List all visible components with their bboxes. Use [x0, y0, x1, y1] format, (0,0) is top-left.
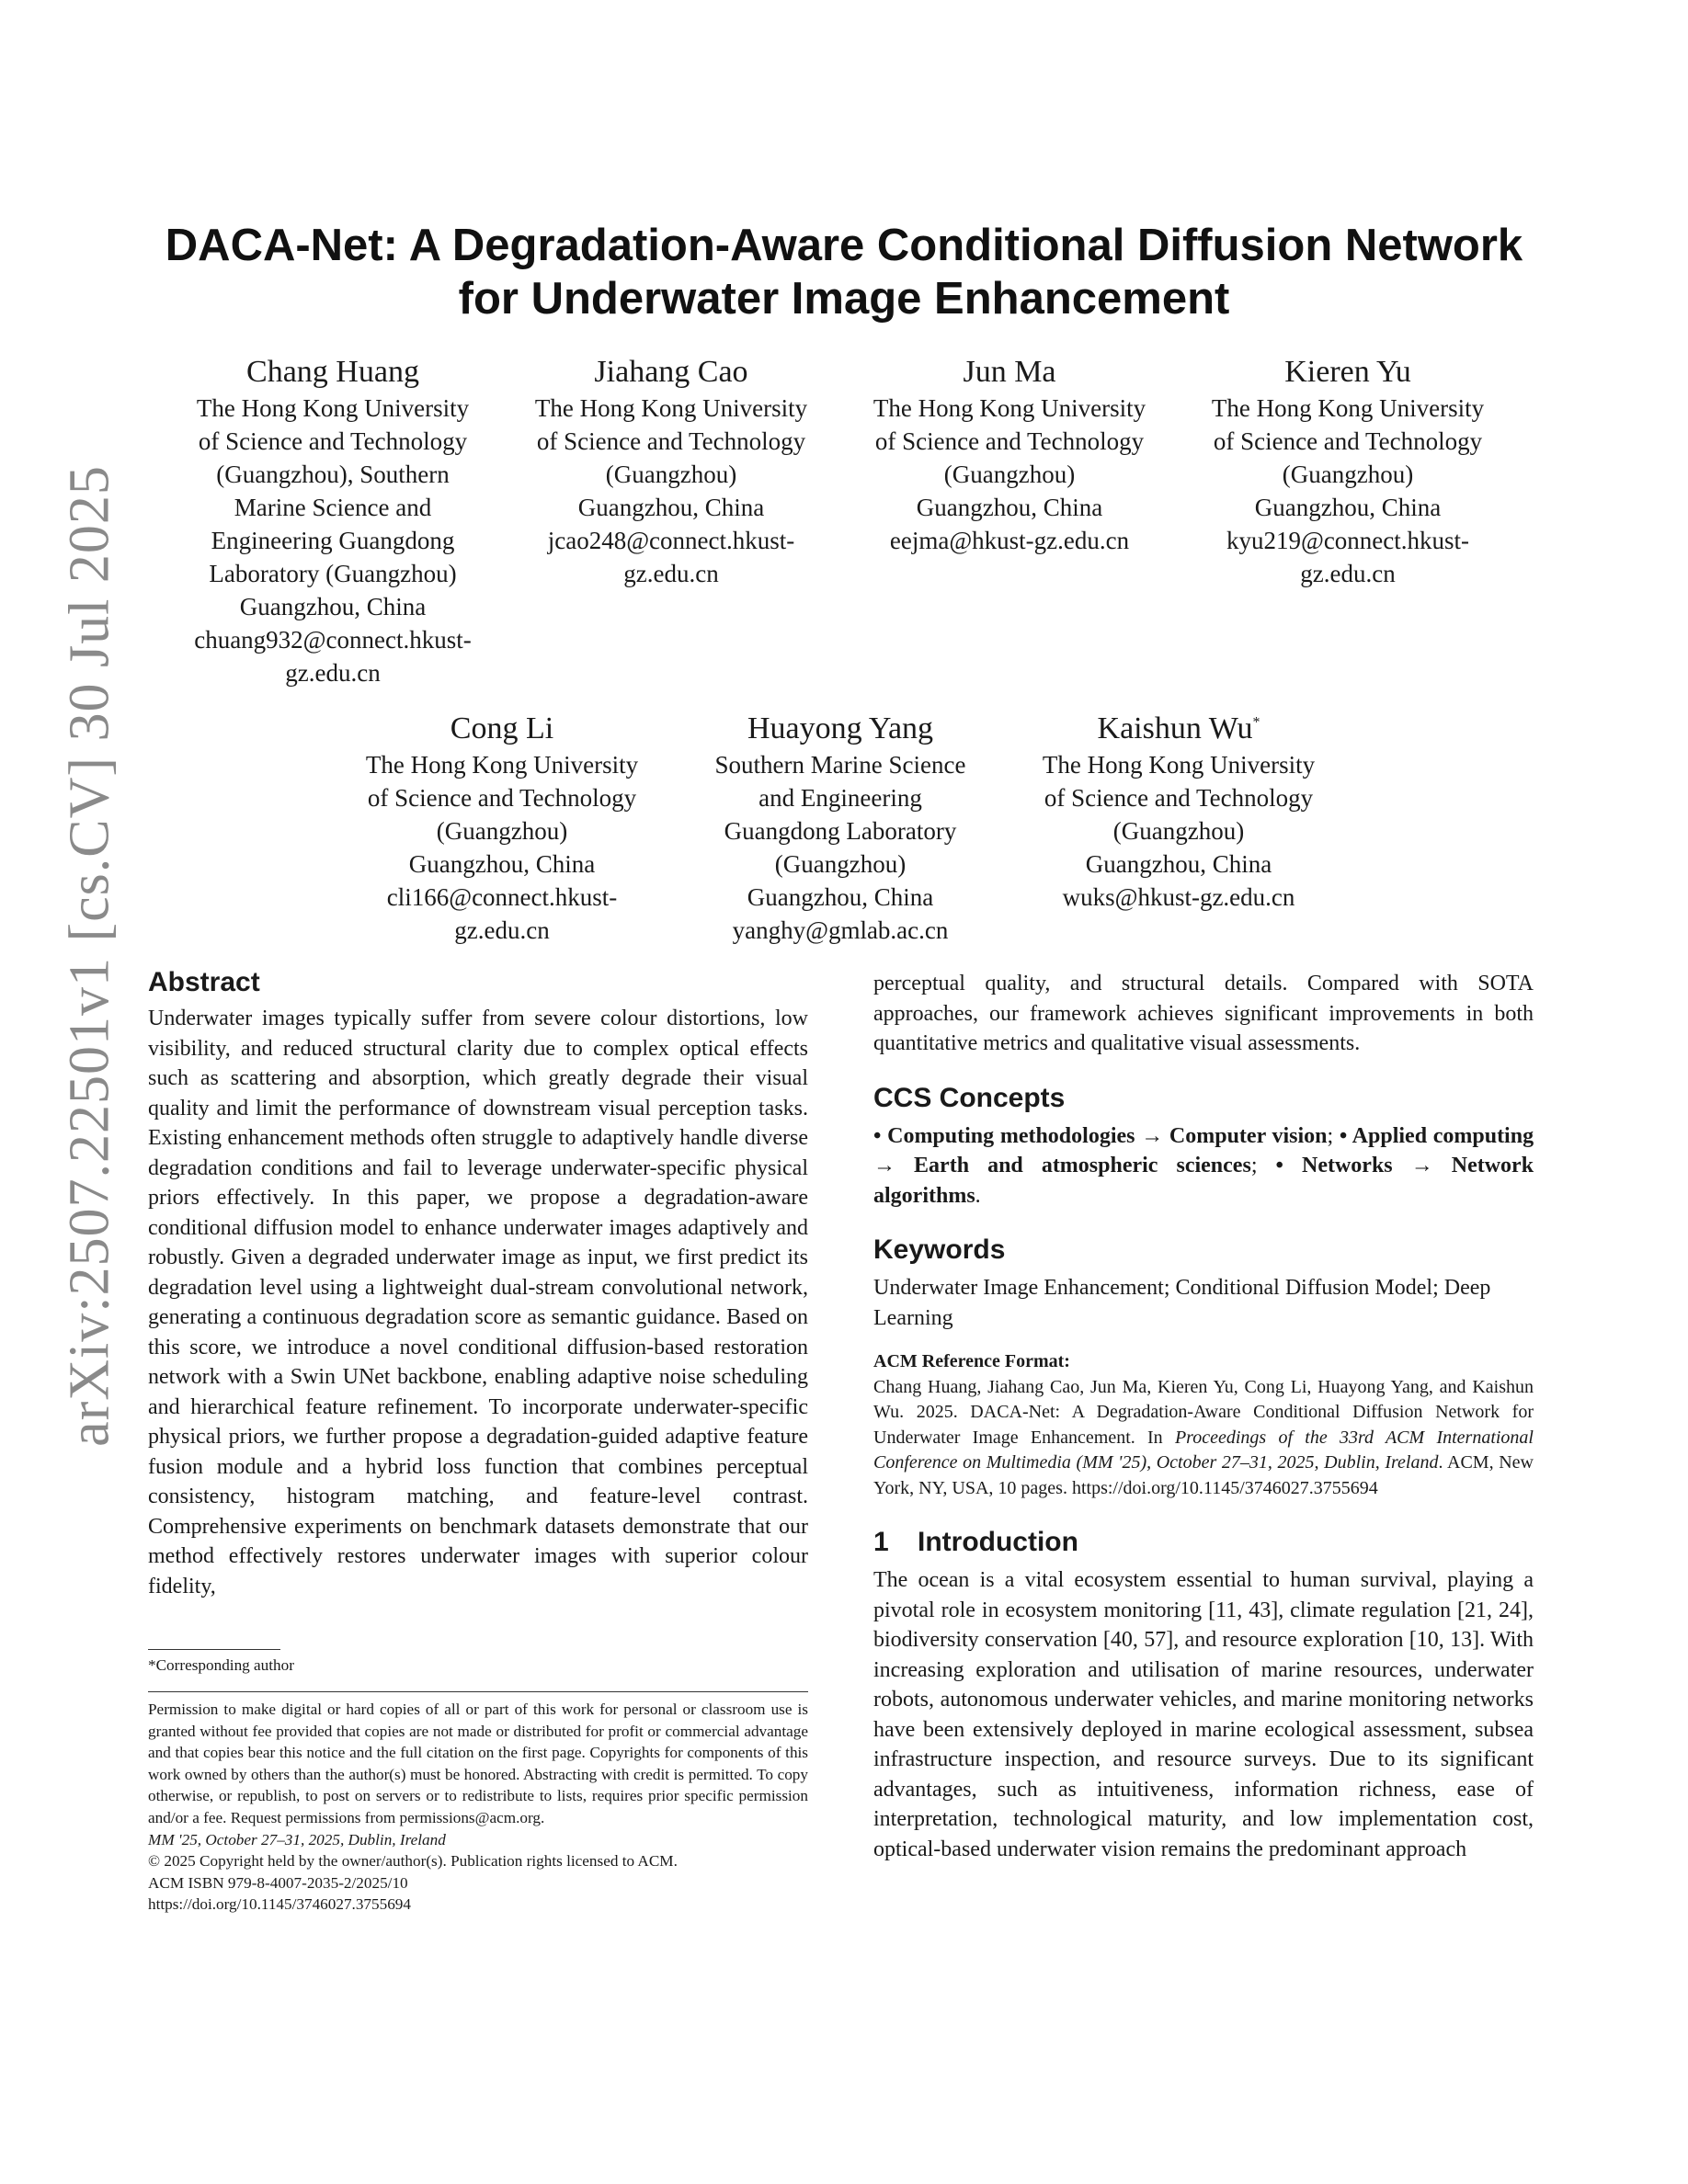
isbn-note: ACM ISBN 979-8-4007-2035-2/2025/10 — [148, 1873, 408, 1892]
author-location: Guangzhou, China — [1254, 494, 1442, 521]
ccs-heading: CCS Concepts — [873, 1082, 1066, 1113]
author-affiliation-line: The Hong Kong University — [1211, 394, 1485, 422]
author-affiliation-line: Engineering Guangdong — [211, 527, 455, 554]
author-name: Jiahang Cao — [594, 355, 748, 389]
author-block — [515, 353, 827, 590]
author-location: Guangzhou, China — [747, 883, 934, 911]
author-affiliation-line: (Guangzhou) — [943, 461, 1076, 488]
paper-title — [138, 219, 1550, 325]
title-line-2: for Underwater Image Enhancement — [458, 274, 1230, 324]
ccs-arrow: → — [1410, 1154, 1433, 1177]
acm-reference-text — [873, 1375, 1534, 1502]
keywords-heading: Keywords — [873, 1234, 1006, 1265]
corresponding-author-note: *Corresponding author — [148, 1656, 294, 1674]
author-block — [177, 353, 489, 689]
author-name: Chang Huang — [246, 355, 419, 389]
keywords-text: Underwater Image Enhancement; Conditional Diffusion Model; Deep Learning — [873, 1276, 1491, 1330]
introduction-heading — [873, 1525, 1534, 1560]
ccs-concept: Networks — [1301, 1154, 1393, 1177]
ccs-bullet: • — [873, 1123, 882, 1148]
reference-publisher: . ACM, New York, NY, USA, 10 pages. https://doi.org/10.1145/3746027.3755694 — [873, 1452, 1534, 1498]
author-affiliation-line: Marine Science and — [234, 494, 432, 521]
author-affiliation-line: The Hong Kong University — [873, 394, 1146, 422]
section-title: Introduction — [918, 1527, 1078, 1557]
abstract-continuation: perceptual quality, and structural details. Compared with SOTA approaches, our framework achieves significant improvements in both quantitative metrics and qualitative visual assessments. — [873, 972, 1534, 1055]
title-line-1: DACA-Net: A Degradation-Aware Conditional Diffusion Network — [165, 221, 1523, 270]
author-email: yanghy@gmlab.ac.cn — [732, 916, 949, 944]
section-number: 1 — [873, 1527, 889, 1557]
author-location: Guangzhou, China — [916, 494, 1103, 521]
author-email: gz.edu.cn — [623, 560, 719, 587]
abstract-section — [148, 965, 808, 1601]
author-affiliation-line: of Science and Technology — [1044, 784, 1314, 812]
author-affiliation-line: (Guangzhou), Southern — [216, 461, 450, 488]
author-block — [853, 353, 1166, 557]
doi-link[interactable]: https://doi.org/10.1145/3746027.3755694 — [148, 1895, 411, 1914]
author-location: Guangzhou, China — [577, 494, 765, 521]
permission-notice: Permission to make digital or hard copies of all or part of this work for personal or classroom use is granted without fee provided that copies are not made or distributed for profit or commercial advantage and that copies bear this notice and the full citation on the first page. Copyrights for components of this work owned by others than the author(s) must be honored. Abstracting with credit is permitted. To copy otherwise, or republish, to post on servers or to redistribute to lists, requires prior specific permission and/or a fee. Request permissions from permissions@acm.org. — [148, 1701, 808, 1826]
corresponding-author-mark: * — [1252, 714, 1260, 731]
author-email: gz.edu.cn — [1300, 560, 1396, 587]
author-email: gz.edu.cn — [285, 659, 381, 687]
author-affiliation-line: of Science and Technology — [874, 427, 1145, 455]
author-email: kyu219@connect.hkust- — [1226, 527, 1470, 554]
author-location: Guangzhou, China — [239, 593, 427, 620]
author-name: Jun Ma — [963, 355, 1056, 389]
abstract-heading: Abstract — [148, 967, 260, 997]
author-email: jcao248@connect.hkust- — [547, 527, 795, 554]
author-affiliation-line: (Guangzhou) — [605, 461, 737, 488]
introduction-text: The ocean is a vital ecosystem essential to human survival, playing a pivotal role in ecosystem monitoring [11, 43], climate regulation [21, 24], biodiversity conservation [40, 57], and resource exploration [10, 13]. With increasing exploration and utilisation of marine resources, underwater robots, autonomous underwater vehicles, and marine monitoring networks have been extensively deployed in marine ecological assessment, subsea infrastructure inspection, and resource surveys. Due to its significant advantages, such as intuitiveness, information richness, ease of interpretation, technological maturity, and low implementation cost, optical-based underwater vision remains the predominant approach — [873, 1568, 1534, 1861]
arxiv-identifier: arXiv:2507.22501v1 [cs.CV] 30 Jul 2025 — [58, 465, 121, 1447]
permission-block — [148, 1699, 808, 1916]
author-block — [684, 710, 997, 947]
ccs-arrow: → — [873, 1154, 895, 1177]
ccs-bullet: • — [1275, 1154, 1283, 1177]
abstract-text: Underwater images typically suffer from severe colour distortions, low visibility, and reduced structural clarity due to complex optical effects such as scattering and absorption, which greatly degrade their visual quality and limit the performance of downstream visual perception tasks. Existing enhancement methods often struggle to adaptively handle diverse degradation conditions and fail to leverage underwater-specific physical priors effectively. In this paper, we propose a degradation-aware conditional diffusion model to enhance underwater images adaptively and robustly. Given a degraded underwater image as input, we first predict its degradation level using a lightweight dual-stream convolutional network, generating a continuous degradation score as semantic guidance. Based on this score, we introduce a novel conditional diffusion-based restoration network with a Swin UNet backbone, enabling adaptive noise scheduling and hierarchical feature refinement. To incorporate underwater-specific physical priors, we further propose a degradation-guided adaptive feature fusion module and a hybrid loss function that combines perceptual consistency, histogram matching, and feature-level contrast. Comprehensive experiments on benchmark datasets demonstrate that our method effectively restores underwater images with superior colour fidelity, — [148, 1007, 808, 1598]
acm-reference-block — [873, 1349, 1534, 1501]
author-affiliation-line: The Hong Kong University — [1042, 751, 1316, 779]
acm-reference-heading: ACM Reference Format: — [873, 1351, 1070, 1371]
author-affiliation-line: The Hong Kong University — [196, 394, 470, 422]
ccs-concept: Network algorithms — [873, 1154, 1534, 1208]
corresponding-footnote — [148, 1655, 808, 1677]
author-name: Huayong Yang — [747, 711, 934, 745]
ccs-concept: Computing methodologies — [887, 1123, 1135, 1148]
author-email: wuks@hkust-gz.edu.cn — [1062, 883, 1295, 911]
copyright-note: © 2025 Copyright held by the owner/author(s). Publication rights licensed to ACM. — [148, 1852, 678, 1871]
author-email: cli166@connect.hkust- — [386, 883, 618, 911]
author-affiliation-line: of Science and Technology — [536, 427, 806, 455]
author-affiliation-line: Laboratory (Guangzhou) — [209, 560, 457, 587]
author-affiliation-line: of Science and Technology — [1213, 427, 1483, 455]
author-affiliation-line: of Science and Technology — [198, 427, 468, 455]
author-affiliation-line: Guangdong Laboratory — [724, 817, 957, 845]
reference-authors: Chang Huang, Jiahang Cao, Jun Ma, Kieren Yu, Cong Li, Huayong Yang, and Kaishun Wu. 2025. DACA-Net: A Degradation-Aware Conditional Diffusion Network for Underwater Image Enhancement. In — [873, 1376, 1534, 1448]
author-affiliation-line: The Hong Kong University — [534, 394, 808, 422]
ccs-separator: ; — [1250, 1154, 1258, 1177]
author-affiliation-line: Southern Marine Science — [714, 751, 966, 779]
ccs-bullet: • — [1339, 1123, 1348, 1148]
author-affiliation-line: (Guangzhou) — [436, 817, 568, 845]
author-name-line — [1022, 710, 1335, 748]
author-block — [1022, 710, 1335, 914]
footnote-rule — [148, 1649, 280, 1650]
author-location: Guangzhou, China — [408, 850, 596, 878]
ccs-concept: Computer vision — [1169, 1123, 1328, 1148]
author-email: eejma@hkust-gz.edu.cn — [889, 527, 1130, 554]
author-block — [346, 710, 658, 947]
venue-note: MM '25, October 27–31, 2025, Dublin, Ireland — [148, 1830, 446, 1848]
author-name: Kieren Yu — [1284, 355, 1411, 389]
right-column — [873, 969, 1534, 1864]
author-affiliation-line: (Guangzhou) — [1112, 817, 1245, 845]
permission-rule — [148, 1691, 808, 1692]
author-name: Cong Li — [450, 711, 554, 745]
author-affiliation-line: (Guangzhou) — [774, 850, 907, 878]
author-location: Guangzhou, China — [1085, 850, 1272, 878]
author-block — [1192, 353, 1504, 590]
ccs-arrow: → — [1141, 1123, 1164, 1148]
ccs-concept: Applied computing — [1352, 1123, 1534, 1148]
ccs-separator: ; — [1327, 1123, 1334, 1148]
ccs-concept: Earth and atmospheric sciences — [914, 1154, 1251, 1177]
ccs-separator: . — [975, 1183, 981, 1208]
author-name: Kaishun Wu — [1097, 711, 1253, 745]
author-email: chuang932@connect.hkust- — [194, 626, 472, 654]
author-affiliation-line: of Science and Technology — [367, 784, 637, 812]
author-affiliation-line: and Engineering — [758, 784, 922, 812]
author-email: gz.edu.cn — [454, 916, 550, 944]
ccs-concepts — [873, 1121, 1534, 1211]
author-affiliation-line: The Hong Kong University — [365, 751, 639, 779]
author-affiliation-line: (Guangzhou) — [1282, 461, 1414, 488]
reference-venue: Proceedings of the 33rd ACM International Conference on Multimedia (MM '25), October 27–31, 2025, Dublin, Ireland — [873, 1427, 1534, 1473]
